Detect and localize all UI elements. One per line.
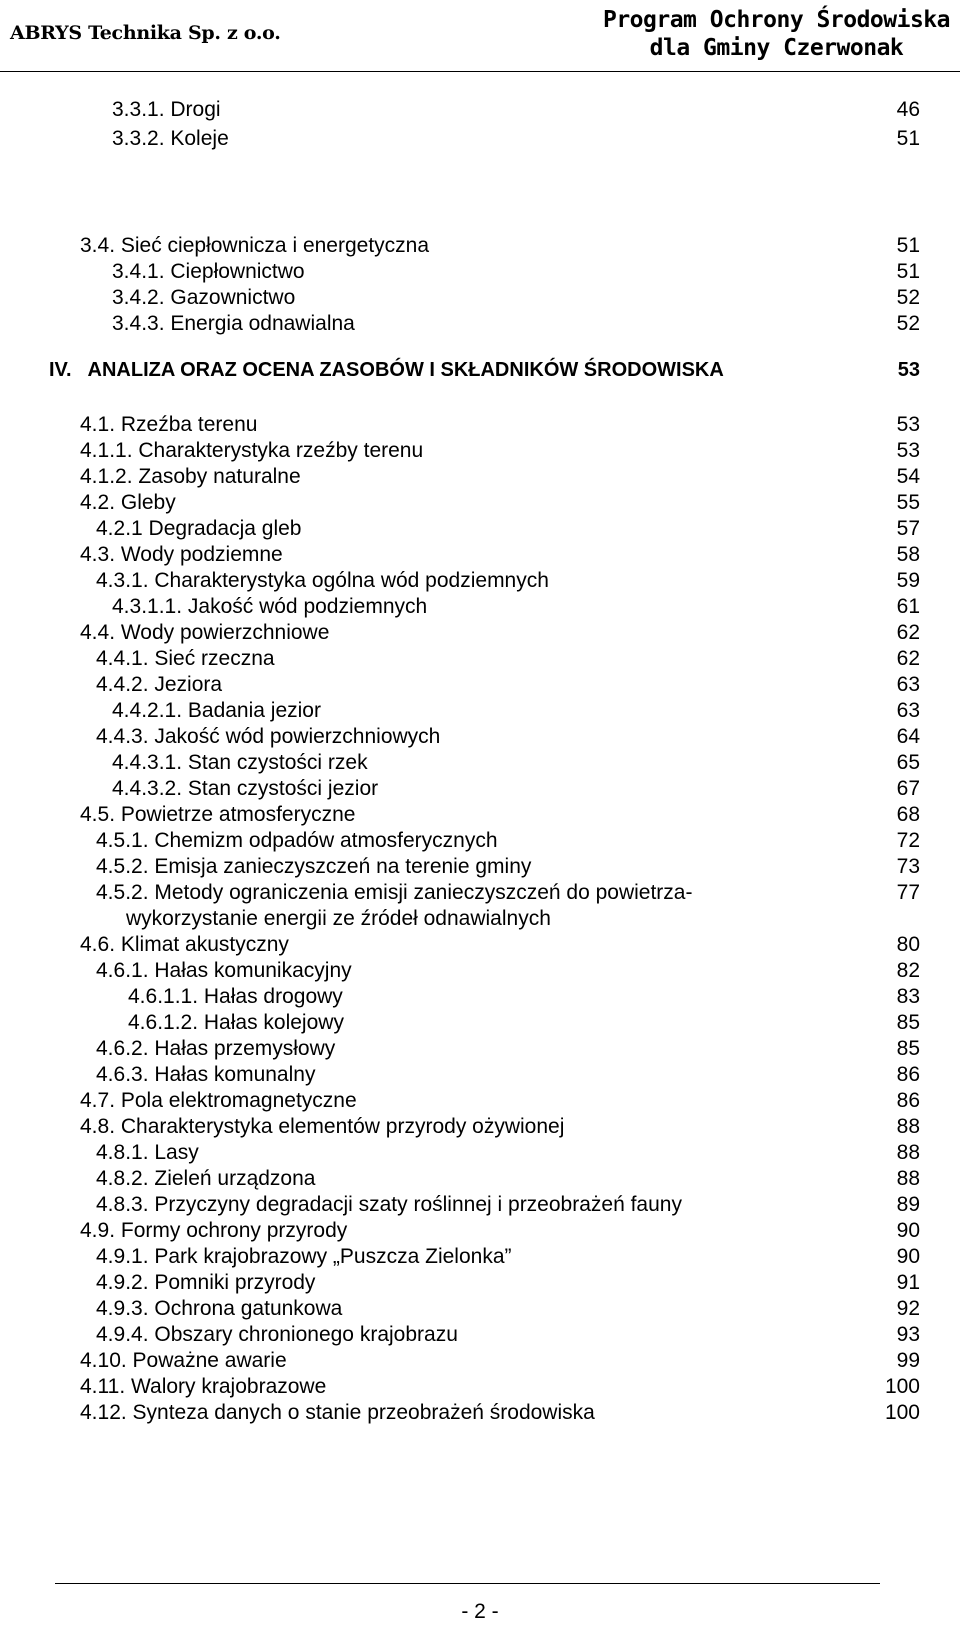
toc-entry-title: 4.12. Synteza danych o stanie przeobrażeń środowiska xyxy=(80,1401,595,1424)
footer-rule xyxy=(55,1583,880,1584)
toc-entry-title: 4.5. Powietrze atmosferyczne xyxy=(80,803,356,826)
toc-entry xyxy=(0,1088,960,1114)
toc-entry-page: 51 xyxy=(896,234,920,257)
toc-entry-page: 86 xyxy=(896,1063,920,1086)
toc-entry-title: 4.5.2. Metody ograniczenia emisji zanieczyszczeń do powietrza- xyxy=(96,881,693,904)
toc-entry-page: 55 xyxy=(896,491,920,514)
toc-entry-page: 68 xyxy=(896,803,920,826)
toc-entry xyxy=(0,620,960,646)
toc-entry-title: 4.5.2. Emisja zanieczyszczeń na terenie gminy xyxy=(96,855,532,878)
toc-entry-title: 4.1. Rzeźba terenu xyxy=(80,413,258,436)
toc-entry-title: wykorzystanie energii ze źródeł odnawialnych xyxy=(126,907,551,930)
toc-entry-page: 46 xyxy=(896,98,920,121)
toc-entry-title: 3.4. Sieć ciepłownicza i energetyczna xyxy=(80,234,430,257)
document-title xyxy=(603,6,950,62)
toc-entry xyxy=(0,490,960,516)
toc-entry-title: 3.4.3. Energia odnawialna xyxy=(112,312,355,335)
toc-entry-page: 53 xyxy=(896,439,920,462)
toc-entry-page: 73 xyxy=(896,855,920,878)
toc-entry-title: 4.8.2. Zieleń urządzona xyxy=(96,1167,316,1190)
toc-entry-page: 100 xyxy=(884,1375,920,1398)
toc-entry-page: 90 xyxy=(896,1245,920,1268)
toc-entry-page: 80 xyxy=(896,933,920,956)
toc-entry xyxy=(0,542,960,568)
toc-entry xyxy=(0,1114,960,1140)
toc-entry-title: 4.8.1. Lasy xyxy=(96,1141,199,1164)
toc-entry-title: 4.4.2.1. Badania jezior xyxy=(112,699,321,722)
toc-entry xyxy=(0,568,960,594)
toc-entry-page: 62 xyxy=(896,647,920,670)
toc-entry xyxy=(0,646,960,672)
toc-entry-page: 51 xyxy=(896,260,920,283)
toc-entry-page: 88 xyxy=(896,1115,920,1138)
toc-entry-page: 51 xyxy=(896,127,920,150)
toc-entry xyxy=(0,1218,960,1244)
toc-entry-title: 4.6.3. Hałas komunalny xyxy=(96,1063,316,1086)
company-name: ABRYS Technika Sp. z o.o. xyxy=(10,22,281,44)
toc-chapter-entry xyxy=(0,357,960,383)
toc-entry-title: 4.9.2. Pomniki przyrody xyxy=(96,1271,316,1294)
toc-entry-page: 91 xyxy=(896,1271,920,1294)
header-rule xyxy=(0,71,960,72)
toc-entry-page: 89 xyxy=(896,1193,920,1216)
toc-entry-title: 4.4.1. Sieć rzeczna xyxy=(96,647,275,670)
toc-entry-title: 4.5.1. Chemizm odpadów atmosferycznych xyxy=(96,829,498,852)
toc-entry-page: 54 xyxy=(896,465,920,488)
page-header xyxy=(0,0,960,75)
toc-entry-title: 4.9. Formy ochrony przyrody xyxy=(80,1219,348,1242)
toc-entry xyxy=(0,1036,960,1062)
toc-entry-title: 4.6.1. Hałas komunikacyjny xyxy=(96,959,352,982)
toc-entry xyxy=(0,1140,960,1166)
toc-entry-title: 4.10. Poważne awarie xyxy=(80,1349,287,1372)
toc-entry xyxy=(0,958,960,984)
toc-entry-title: 3.4.1. Ciepłownictwo xyxy=(112,260,305,283)
toc-entry-title: 4.6.2. Hałas przemysłowy xyxy=(96,1037,336,1060)
toc-entry xyxy=(0,1322,960,1348)
toc-entry-page: 72 xyxy=(896,829,920,852)
toc-entry-page: 92 xyxy=(896,1297,920,1320)
toc-entry-title: 4.1.1. Charakterystyka rzeźby terenu xyxy=(80,439,424,462)
toc-entry xyxy=(0,828,960,854)
toc-entry-page: 53 xyxy=(896,413,920,436)
toc-entry xyxy=(0,412,960,438)
toc-entry-title: 4.6. Klimat akustyczny xyxy=(80,933,289,956)
toc-entry-title: 3.3.1. Drogi xyxy=(112,98,221,121)
toc-entry-title: 4.6.1.2. Hałas kolejowy xyxy=(128,1011,344,1034)
toc-entry-continuation xyxy=(0,906,960,932)
toc-entry-page: 88 xyxy=(896,1167,920,1190)
toc-entry-title: 4.3. Wody podziemne xyxy=(80,543,283,566)
toc-entry-page: 64 xyxy=(896,725,920,748)
toc-entry-page: 82 xyxy=(896,959,920,982)
toc-entry-page: 83 xyxy=(896,985,920,1008)
toc-entry xyxy=(0,750,960,776)
toc-entry-page: 62 xyxy=(896,621,920,644)
toc-entry-title: 4.6.1.1. Hałas drogowy xyxy=(128,985,343,1008)
toc-entry xyxy=(0,1374,960,1400)
toc-entry xyxy=(0,1400,960,1426)
toc-entry xyxy=(0,1296,960,1322)
toc-entry-page: 52 xyxy=(896,286,920,309)
toc-entry-title: 4.3.1.1. Jakość wód podziemnych xyxy=(112,595,428,618)
toc-entry xyxy=(0,802,960,828)
page-number: - 2 - xyxy=(461,1600,499,1623)
toc-entry-page: 63 xyxy=(896,699,920,722)
toc-entry xyxy=(0,984,960,1010)
toc-entry-title: 4.2.1 Degradacja gleb xyxy=(96,517,302,540)
toc-entry xyxy=(0,932,960,958)
toc-entry-title: 4.8. Charakterystyka elementów przyrody ożywionej xyxy=(80,1115,565,1138)
toc-entry-title: 4.9.4. Obszary chronionego krajobrazu xyxy=(96,1323,458,1346)
toc-entry-page: 63 xyxy=(896,673,920,696)
toc-entry-title: 4.4.2. Jeziora xyxy=(96,673,223,696)
toc-entry xyxy=(0,285,960,311)
toc-entry xyxy=(0,1192,960,1218)
toc-entry xyxy=(0,776,960,802)
toc-entry xyxy=(0,594,960,620)
toc-entry-page: 85 xyxy=(896,1037,920,1060)
toc-entry xyxy=(0,1010,960,1036)
toc-entry xyxy=(0,1244,960,1270)
toc-entry xyxy=(0,1270,960,1296)
toc-entry xyxy=(0,1062,960,1088)
toc-entry xyxy=(0,311,960,337)
toc-entry-title: 4.9.3. Ochrona gatunkowa xyxy=(96,1297,343,1320)
toc-entry-page: 77 xyxy=(896,881,920,904)
toc-entry xyxy=(0,259,960,285)
toc-entry-page: 88 xyxy=(896,1141,920,1164)
document-title-line-2: dla Gminy Czerwonak xyxy=(649,35,904,61)
toc-entry xyxy=(0,233,960,259)
toc-entry-page: 58 xyxy=(896,543,920,566)
toc-entry-page: 86 xyxy=(896,1089,920,1112)
toc-entry-page: 57 xyxy=(896,517,920,540)
toc-entry-title: 4.9.1. Park krajobrazowy „Puszcza Zielonka” xyxy=(96,1245,512,1268)
toc-entry-title: 4.7. Pola elektromagnetyczne xyxy=(80,1089,357,1112)
toc-entry-title: IV. ANALIZA ORAZ OCENA ZASOBÓW I SKŁADNIKÓW ŚRODOWISKA xyxy=(49,359,724,381)
toc-entry-title: 4.4. Wody powierzchniowe xyxy=(80,621,330,644)
toc-entry-page: 93 xyxy=(896,1323,920,1346)
toc-entry xyxy=(0,1348,960,1374)
document-title-line-1: Program Ochrony Środowiska xyxy=(602,7,950,33)
toc-entry-title: 3.3.2. Koleje xyxy=(112,127,229,150)
toc-entry-page: 100 xyxy=(884,1401,920,1424)
toc-entry xyxy=(0,1166,960,1192)
toc-entry-page: 99 xyxy=(896,1349,920,1372)
toc-entry xyxy=(0,438,960,464)
toc-entry-title: 4.2. Gleby xyxy=(80,491,176,514)
toc-entry-title: 4.3.1. Charakterystyka ogólna wód podziemnych xyxy=(96,569,549,592)
toc-entry-page: 90 xyxy=(896,1219,920,1242)
toc-entry-page: 85 xyxy=(896,1011,920,1034)
toc-entry-page: 52 xyxy=(896,312,920,335)
toc-entry-title: 4.4.3.1. Stan czystości rzek xyxy=(112,751,368,774)
toc-entry-page: 67 xyxy=(896,777,920,800)
toc-entry-title: 3.4.2. Gazownictwo xyxy=(112,286,296,309)
toc-entry xyxy=(0,516,960,542)
toc-entry-page: 53 xyxy=(897,359,920,381)
toc-entry-page: 61 xyxy=(896,595,920,618)
toc-entry-title: 4.1.2. Zasoby naturalne xyxy=(80,465,301,488)
toc-entry-title: 4.11. Walory krajobrazowe xyxy=(80,1375,327,1398)
toc-entry xyxy=(0,854,960,880)
toc-entry-page: 65 xyxy=(896,751,920,774)
toc-entry xyxy=(0,126,960,152)
toc-entry-title: 4.8.3. Przyczyny degradacji szaty roślinnej i przeobrażeń fauny xyxy=(96,1193,682,1216)
toc-entry xyxy=(0,464,960,490)
toc-entry-title: 4.4.3.2. Stan czystości jezior xyxy=(112,777,379,800)
toc-entry xyxy=(0,880,960,906)
toc-entry xyxy=(0,698,960,724)
toc-entry xyxy=(0,724,960,750)
toc-entry-title: 4.4.3. Jakość wód powierzchniowych xyxy=(96,725,441,748)
toc-entry-page: 59 xyxy=(896,569,920,592)
toc-entry xyxy=(0,97,960,123)
toc-entry xyxy=(0,672,960,698)
